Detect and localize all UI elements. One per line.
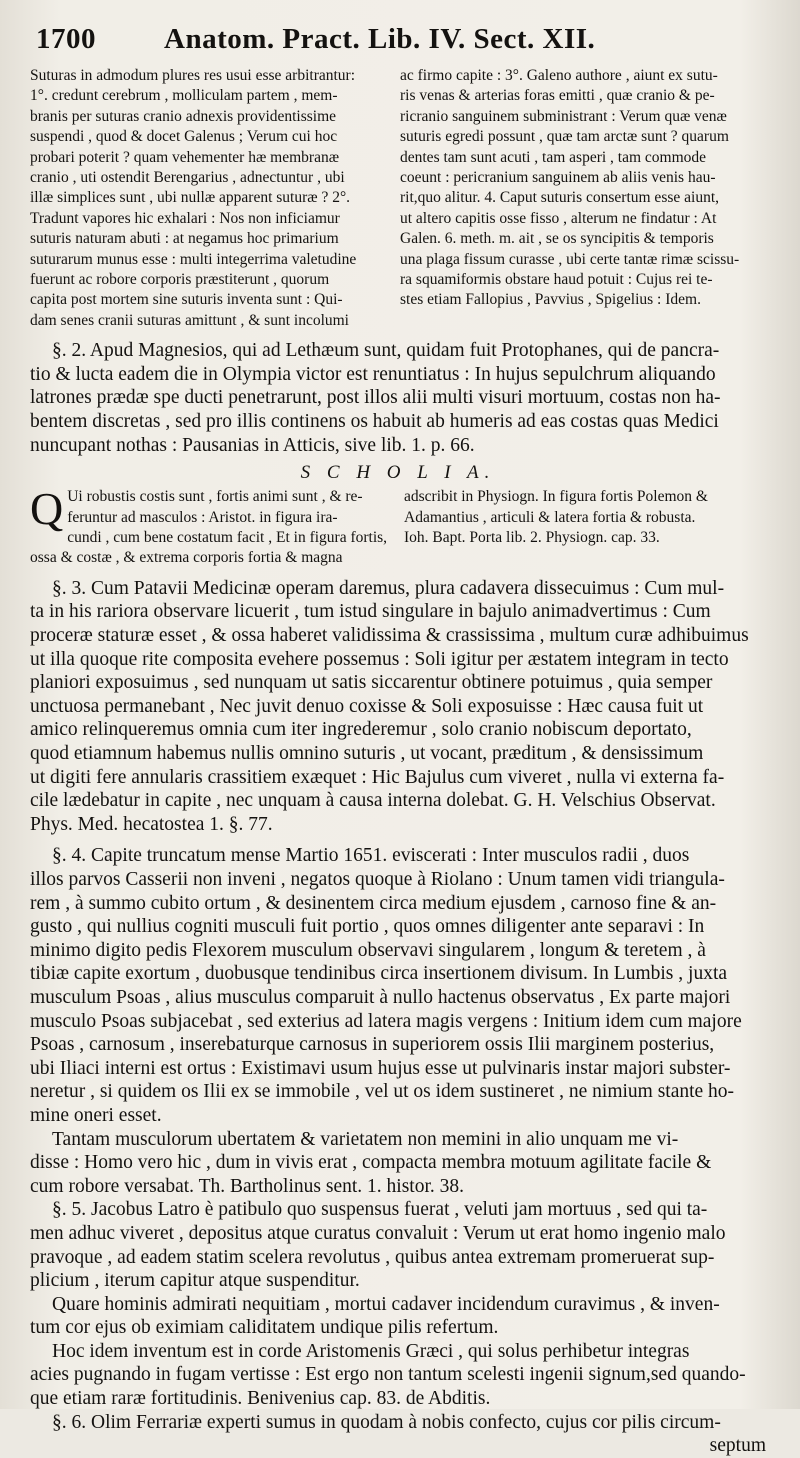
text-line: Adamantius , articuli & latera fortia & robusta.	[404, 508, 696, 526]
top-left-column	[30, 66, 396, 331]
text-line: mine oneri esset.	[30, 1104, 162, 1126]
section-5	[30, 1198, 766, 1292]
text-line: ossa & costæ , & extrema corporis fortia & magna	[30, 549, 343, 567]
text-line: bentem discretas , sed pro illis continens os habuit ab humeris ad eas costas quas Medici	[30, 411, 719, 433]
text-line: cum robore versabat. Th. Bartholinus sent. 1. histor. 38.	[30, 1175, 464, 1197]
text-line: tibiæ capite exortum , duobusque tendinibus circa insertionem divisum. In Lumbis , juxta	[30, 963, 728, 985]
section-2	[30, 339, 766, 457]
page-header	[36, 22, 766, 58]
scholia-heading: S C H O L I A.	[300, 462, 496, 484]
text-line: illos parvos Casserii non inveni , negatos quoque à Riolano : Unum tamen vidi triangula-	[30, 869, 725, 890]
text-line: §. 6. Olim Ferrariæ experti sumus in quodam à nobis confecto, cujus cor pilis circum-	[52, 1411, 721, 1433]
drop-cap: Q	[30, 483, 64, 535]
text-line: cranio , uti ostendit Berengarius , adnectuntur , ubi	[30, 169, 345, 187]
text-line: unctuosa permanebant , Nec juvit denuo coxisse & Soli exposuisse : Hæc causa fuit ut	[30, 695, 704, 717]
text-line: planiori exposuimus , sed nunquam ut satis siccarentur obtinere potuimus , quia semper	[30, 672, 713, 694]
text-line: tio & lucta eadem die in Olympia victor est renuntiatus : In hujus sepulchrum aliquando	[30, 363, 716, 385]
text-line: ut illa quoque rite composita evehere possemus : Soli igitur per æstatem integram in tecto	[30, 648, 729, 670]
text-line: Tradunt vapores hic exhalari : Nos non inficiamur	[30, 209, 340, 227]
text-line: suturis egredi possunt , quæ tam arctæ sunt ? quarum	[400, 128, 729, 146]
text-line: tum cor ejus ob eximiam caliditatem undique pilis refertum.	[30, 1317, 499, 1339]
section-5-conclusion	[30, 1340, 766, 1411]
section-4	[30, 844, 766, 1127]
text-line: Psoas , carnosum , inserebaturque carnosus in superiorem ossis Ilii marginem posterius,	[30, 1034, 715, 1056]
text-line: que etiam raræ fortitudinis. Benivenius cap. 83. de Abditis.	[30, 1388, 491, 1410]
text-line: ut altero capitis osse fisso , alterum ne findatur : At	[400, 209, 717, 227]
text-line: §. 5. Jacobus Latro è patibulo quo suspensus fuerat , veluti jam mortuus , sed qui ta-	[52, 1199, 708, 1221]
text-line: ac firmo capite : 3°. Galeno authore , aiunt ex sutu-	[400, 67, 718, 84]
text-line: §. 2. Apud Magnesios, qui ad Lethæum sunt, quidam fuit Protophanes, qui de pancra-	[52, 340, 720, 362]
text-line: plicium , iterum capitur atque suspenditur.	[30, 1270, 360, 1292]
text-line: coeunt : pericranium sanguinem ab aliis venis hau-	[400, 169, 716, 187]
text-line: Suturas in admodum plures res usui esse arbitrantur:	[30, 67, 356, 84]
text-line: Quare hominis admirati nequitiam , mortui cadaver incidendum curavimus , & inven-	[52, 1293, 720, 1315]
text-line: minimo digito pedis Flexorem musculum observavi singularem , longum & teretem , à	[30, 939, 706, 961]
text-line: una plaga fissum curasse , ubi certe tantæ rimæ scissu-	[400, 250, 740, 268]
text-line: suturarum munus esse : multi integerrima valetudine	[30, 250, 357, 268]
text-line: Ioh. Bapt. Porta lib. 2. Physiogn. cap. 33.	[404, 529, 660, 547]
scholia-right-column	[404, 487, 766, 569]
text-line: ra squamiformis obstare haud potuit : Cujus rei te-	[400, 271, 713, 289]
text-line: Hoc idem inventum est in corde Aristomenis Græci , qui solus perhibetur integras	[52, 1340, 690, 1362]
text-line: §. 3. Cum Patavii Medicinæ operam daremus, plura cadavera dissecuimus : Cum mul-	[52, 577, 725, 599]
text-line: neretur , si quidem os Ilii ex se immobile , vel ut os idem sustineret , ne nimium stante ho-	[30, 1081, 735, 1103]
text-line: Phys. Med. hecatostea 1. §. 77.	[30, 813, 273, 835]
text-line: stes etiam Fallopius , Pavvius , Spigelius : Idem.	[400, 291, 701, 309]
section-3	[30, 577, 766, 837]
text-line: rem , à summo cubito ortum , & desinentem circa medium ejusdem , carnoso fine & an-	[30, 892, 717, 914]
text-line: branis per suturas cranio adnexis providentissime	[30, 107, 337, 125]
text-line: 1°. credunt cerebrum , molliculam partem , mem-	[30, 87, 338, 105]
text-line: ubi Iliaci interni est ortus : Existimavi usum hujus esse ut pulvinaris instar majori subster-	[30, 1057, 731, 1079]
text-line: ta in his rariora observare licuerit , tum istud singulare in bajulo animadvertimus : Cum	[30, 601, 711, 623]
section-4-continuation	[30, 1128, 766, 1199]
text-line: suturis naturam abuti : at negamus hoc primarium	[30, 230, 339, 248]
text-line: §. 4. Capite truncatum mense Martio 1651. eviscerati : Inter musculos radii , duos	[52, 845, 690, 867]
text-line: illæ simplices sunt , ubi nullæ apparent suturæ ? 2°.	[30, 189, 351, 207]
text-line: ris venas & arterias foras emitti , quæ cranio & pe-	[400, 87, 715, 105]
top-right-column	[400, 66, 766, 331]
text-line: dentes tam sunt acuti , tam asperi , tam commode	[400, 148, 707, 166]
text-line: quod etiamnum habemus nullis omnino suturis , ut vocant, præditum , & densissimum	[30, 743, 704, 765]
text-line: men adhuc viveret , depositus atque curatus convaluit : Verum ut erat homo ingenio malo	[30, 1222, 726, 1244]
text-line: cile lædebatur in capite , nec unquam à causa interna dolebat. G. H. Velschius Observat.	[30, 790, 716, 812]
text-line: ricranio sanguinem subministrant : Verum quæ venæ	[400, 107, 727, 125]
section-5-continuation	[30, 1293, 766, 1340]
page-number: 1700	[36, 23, 96, 55]
catchword: septum	[709, 1435, 766, 1457]
text-line: suspendi , quod & docet Galenus ; Verum cui hoc	[30, 128, 338, 146]
running-title: Anatom. Pract. Lib. IV. Sect. XII.	[164, 23, 596, 55]
text-line: proceræ staturæ esset , & ossa haberet validissima & crassissima , multum curæ adhibuimus	[30, 625, 749, 647]
text-line: Ui robustis costis sunt , fortis animi sunt , & re-	[67, 488, 363, 506]
text-line: capita post mortem sine suturis inventa sunt : Qui-	[30, 291, 343, 309]
text-line: amico relinqueremus omnia cum iter ingrederemur , solo cranio nobiscum deportato,	[30, 719, 692, 741]
text-line: Tantam musculorum ubertatem & varietatem non memini in alio unquam me vi-	[52, 1128, 679, 1150]
text-line: nuncupant nothas : Pausanias in Atticis, sive lib. 1. p. 66.	[30, 434, 475, 456]
scholia-left-column	[30, 483, 392, 569]
text-line: Galen. 6. meth. m. ait , se os syncipitis & temporis	[400, 230, 714, 248]
text-line: gusto , qui nullius cogniti musculi fuit portio , quos omnes diligenter ante separavi : In	[30, 916, 705, 938]
text-line: musculum Psoas , alius musculus comparuit à nullo hactenus observatus , Ex parte majori	[30, 986, 731, 1008]
text-line: pravoque , ad eadem statim scelera revolutus , quibus antea extremam promeruerat sup-	[30, 1246, 715, 1268]
text-line: fuerunt ac robore corporis præstiterunt , quorum	[30, 271, 330, 289]
text-line: ut digiti fere annularis crassitiem exæquet : Hic Bajulus cum viveret , nulla vi externa fa-	[30, 766, 725, 788]
text-line: musculo Psoas subjacebat , sed exterius ad latera magis vergens : Initium idem cum majore	[30, 1010, 742, 1032]
text-line: cundi , cum bene costatum facit , Et in figura fortis,	[67, 529, 388, 547]
text-line: disse : Homo vero hic , dum in vivis erat , compacta membra motuum agilitate facile &	[30, 1152, 712, 1174]
text-line: rit,quo alitur. 4. Caput suturis consertum esse aiunt,	[400, 189, 719, 207]
scholia-block	[30, 483, 766, 569]
text-line: probari poterit ? quam vehementer hæ membranæ	[30, 148, 340, 166]
text-line: dam senes cranii suturas amittunt , & sunt incolumi	[30, 311, 349, 329]
text-line: adscribit in Physiogn. In figura fortis Polemon &	[404, 488, 708, 506]
section-6	[30, 1411, 766, 1458]
text-line: acies pugnando in fugam vertisse : Est ergo non tantum scelesti ingenii signum,sed quando-	[30, 1364, 746, 1386]
top-two-column-text	[30, 66, 766, 331]
text-line: latrones prædæ spe ducti penetrarunt, post illos alii multi visuri mortuum, costas non ha-	[30, 387, 721, 409]
text-line: feruntur ad masculos : Aristot. in figura ira-	[67, 508, 338, 526]
